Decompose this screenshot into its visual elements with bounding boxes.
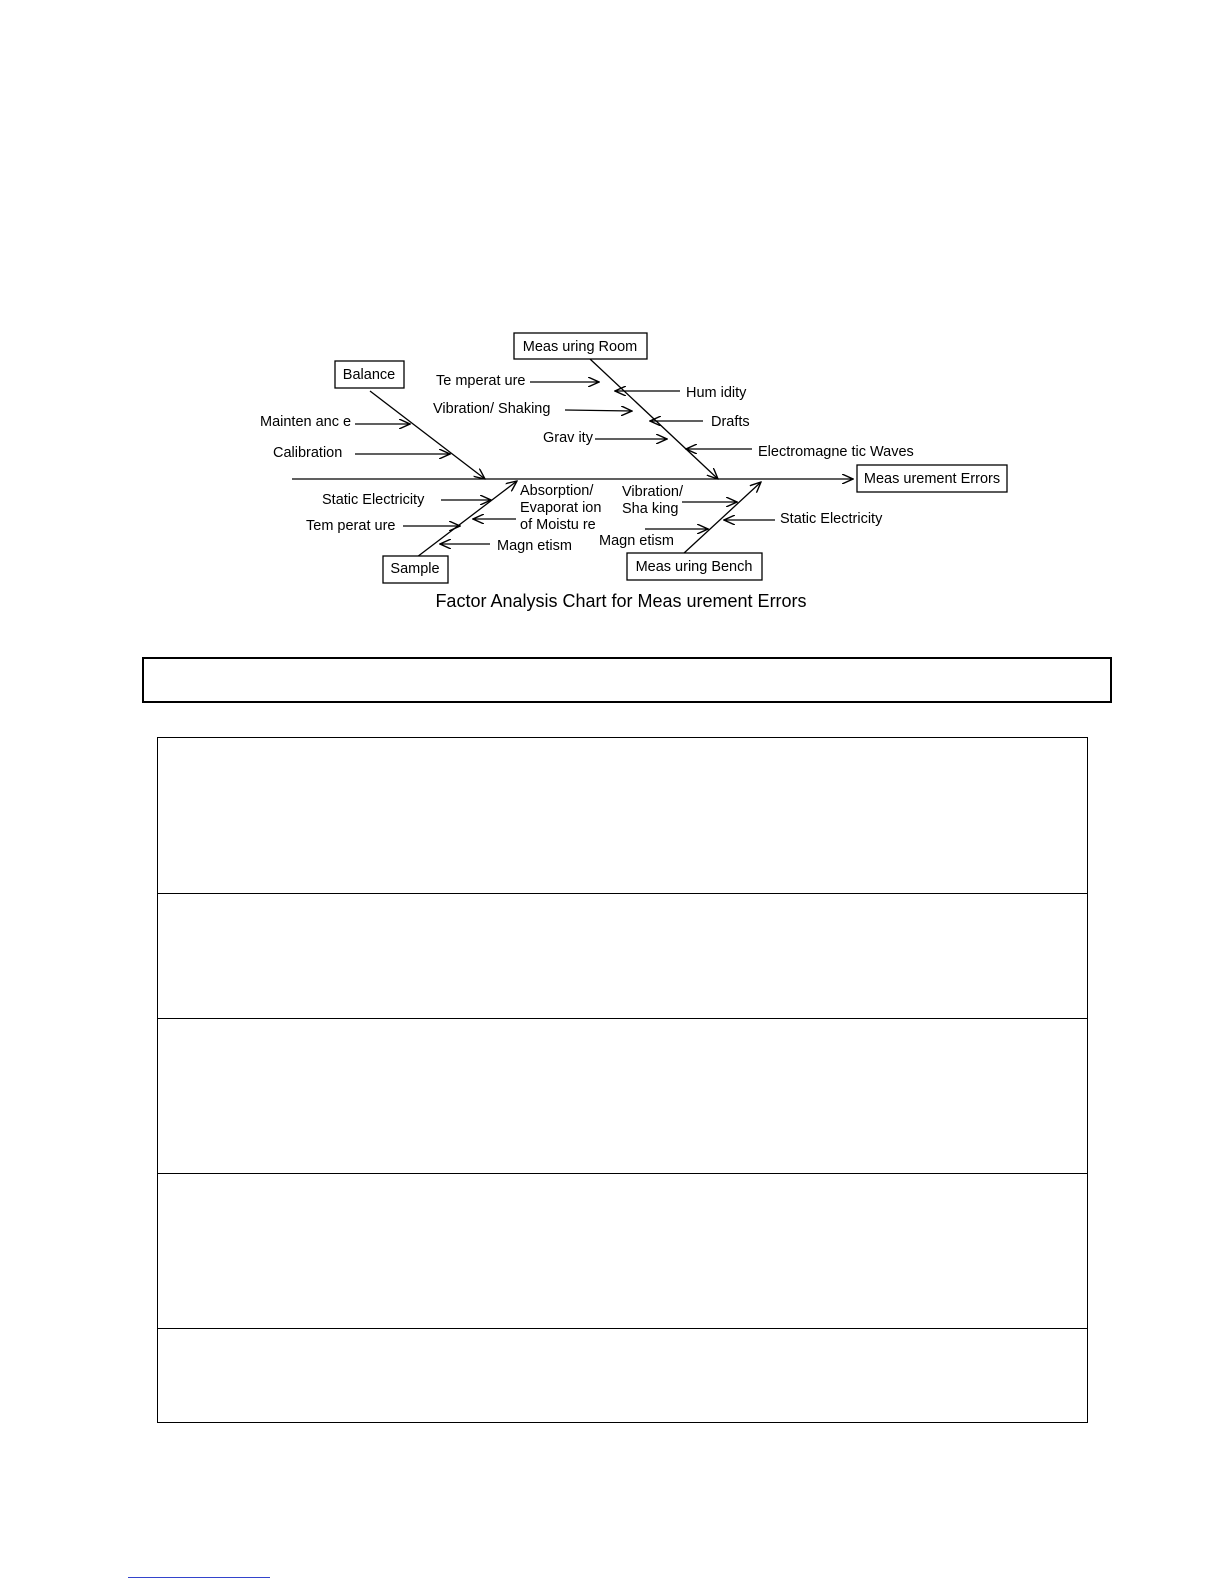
bone-measuring-bench (683, 482, 761, 554)
cause-arrow-vibration-room (565, 410, 632, 411)
cause-label-gravity: Grav ity (543, 430, 593, 446)
cause-label-temperature-sample: Tem perat ure (306, 518, 396, 534)
answer-row-3[interactable] (158, 1018, 1087, 1173)
effect-box (857, 465, 1007, 492)
answer-row-2[interactable] (158, 893, 1087, 1018)
category-label-balance: Balance (342, 367, 396, 383)
effect-label: Meas urement Errors (863, 471, 1001, 487)
cause-label-absorption-3: of Moistu re (520, 517, 596, 533)
footnote-separator (128, 1577, 270, 1578)
heading-box (142, 657, 1112, 703)
fishbone-diagram (0, 0, 1225, 640)
cause-label-magnetism-bench: Magn etism (599, 533, 674, 549)
cause-label-static-sample: Static Electricity (322, 492, 425, 508)
category-box-measuring-room (514, 333, 647, 359)
cause-label-electromagnetic: Electromagne tic Waves (758, 444, 914, 460)
cause-label-humidity: Hum idity (686, 385, 747, 401)
cause-label-vibration-room: Vibration/ Shaking (433, 401, 551, 417)
cause-label-static-bench: Static Electricity (780, 511, 883, 527)
answer-table (157, 737, 1088, 1423)
bone-measuring-room (590, 359, 718, 479)
cause-label-absorption-2: Evaporat ion (520, 500, 602, 516)
category-box-sample (383, 556, 448, 583)
cause-label-drafts: Drafts (711, 414, 750, 430)
cause-label-maintenance: Mainten anc e (260, 414, 352, 430)
cause-label-vibration-bench-1: Vibration/ (622, 484, 683, 500)
category-label-measuring-bench: Meas uring Bench (635, 559, 753, 575)
cause-label-absorption-1: Absorption/ (520, 483, 594, 499)
category-box-measuring-bench (627, 553, 762, 580)
cause-label-calibration: Calibration (273, 445, 343, 461)
cause-label-vibration-bench-2: Sha king (622, 501, 679, 517)
cause-label-temperature-room: Te mperat ure (436, 373, 526, 389)
category-label-sample: Sample (390, 561, 440, 577)
category-label-measuring-room: Meas uring Room (522, 339, 638, 355)
cause-label-magnetism-sample: Magn etism (497, 538, 572, 554)
answer-row-5[interactable] (158, 1328, 1087, 1422)
answer-row-1[interactable] (158, 738, 1087, 893)
answer-row-4[interactable] (158, 1173, 1087, 1328)
diagram-caption: Factor Analysis Chart for Meas urement Errors (435, 591, 807, 611)
category-box-balance (335, 361, 404, 388)
